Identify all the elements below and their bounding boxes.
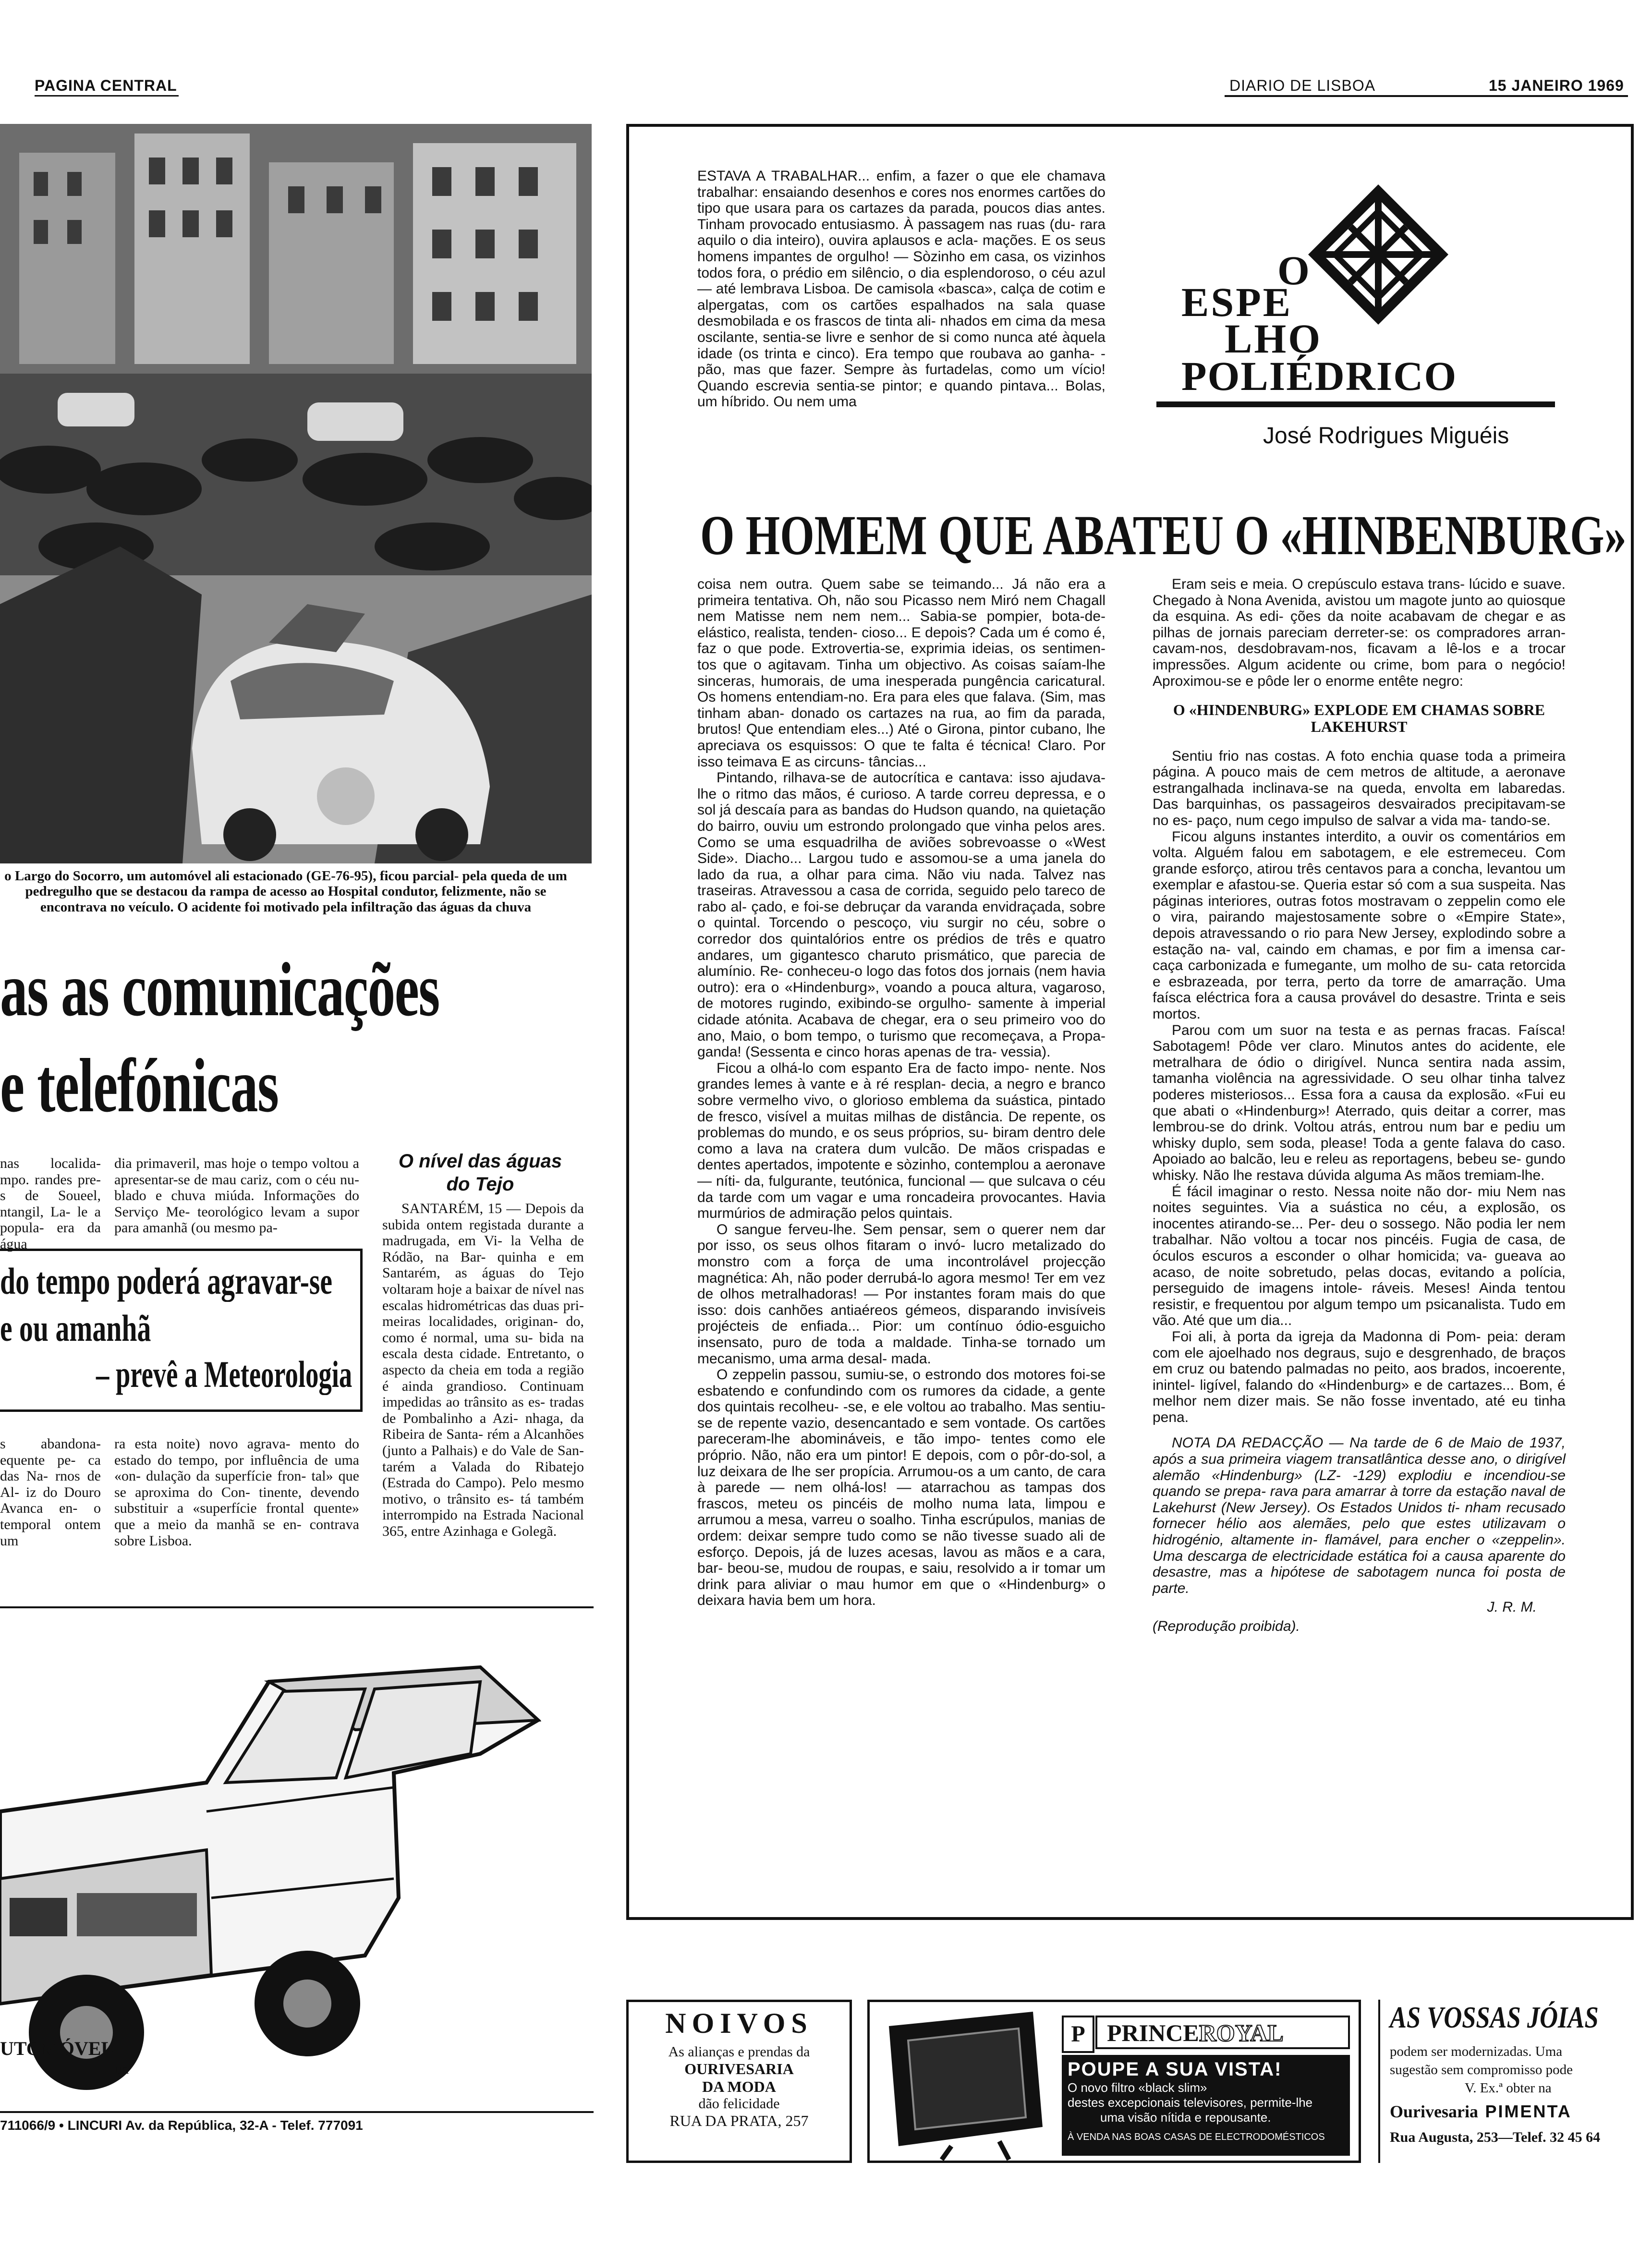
header-rule xyxy=(1225,95,1628,97)
author-name: José Rodrigues Miguéis xyxy=(1263,423,1509,449)
col1-paragraph: O zeppelin passou, sumiu-se, o estrondo dos motores foi-se esbatendo e confundindo com os rumores da cidade, a gente dos quintais recolheu- -se, e ele voltou ao trabalho. Mas sentiu-se de repente vazio, desencantado e sem vontade. Os cartões pareceram-lhe abomináveis, e tão impo- tentes como ele próprio. Não, não era um pintor! E depois, com o pôr-do-sol, a luz deixara de lhe ser propícia. Arrumou-os a um canto, de cara à parede — nem olhá-los! — atarrachou as tampas dos frascos, meteu os pincéis de molho numa lata, limpou e arrumou a mesa, varreu o soalho. Tinha escrúpulos, manias de ordem: deixar sempre tudo como se não tivesse suado ali de esforço. Depois, já de luzes acesas, lavou as mãos e a cara, bar- beou-se, mudou de roupas, e saiu, resolvido a ir tomar um drink para aliviar o mau humor em que o «Hindenburg» o deixara havia bem um hora. xyxy=(697,1367,1105,1609)
ad-noivos-line: DA MODA xyxy=(702,2078,776,2095)
ad-noivos-line: As alianças e prendas da xyxy=(668,2044,810,2060)
prince-footer: À VENDA NAS BOAS CASAS DE ELECTRODOMÉSTICOS xyxy=(1068,2132,1325,2142)
ad-joias-title: AS VOSSAS JÓIAS xyxy=(1390,2000,1599,2034)
signature: J. R. M. xyxy=(1487,1599,1537,1615)
feature-column-2 xyxy=(1153,576,1566,1635)
prince-logo-box xyxy=(1062,2016,1094,2053)
ad-noivos-line: dão felicidade xyxy=(698,2096,780,2112)
station-wagon-illustration xyxy=(0,1610,594,2109)
ad-noivos xyxy=(626,2000,852,2163)
weather-headline-box xyxy=(0,1249,363,1412)
car-ad xyxy=(0,1610,594,2109)
newspaper-name: DIARIO DE LISBOA xyxy=(1229,77,1376,94)
masthead-poliedrico: POLIÉDRICO xyxy=(1181,353,1458,399)
box-headline-line1: do tempo poderá agravar-se xyxy=(0,1260,332,1302)
section-label: PAGINA CENTRAL xyxy=(35,77,177,94)
car-ad-extra: ua xyxy=(115,2061,129,2077)
prince-text: O novo filtro «black slim» xyxy=(1068,2080,1207,2095)
weather-text-a: nas localida- mpo. randes pre- s de Soueel, ntangil, La- le a popula- era da água xyxy=(0,1155,101,1252)
col1-paragraph: coisa nem outra. Quem sabe se teimando... Já não era a primeira tentativa. Oh, não sou Picasso nem Miró nem Chagall nem Matisse nem nem nem... Sabia-se pompier, bota-de-elástico, realista, tenden- cioso... E depois? Cada um é como é, faz o que pode. Extrovertia-se, exprimia ideias, os sentimen- tos que o agitavam. Tinha um objectivo. As coisas saíam-lhe sinceras, humorais, de uma inesperada pungência caricatural. Os homens entendiam-no. Era para eles que falava. (Sim, mas tinham aban- donado os cartazes na rua, ao fim da parada, brutos! Que entendiam eles...) Até o Girona, pintor cubano, lhe apreciava os esquissos: O que te falta é técnica! Claro. Por isso teimava E as circuns- tâncias... xyxy=(697,576,1105,770)
feature-intro: ESTAVA A TRABALHAR... enfim, a fazer o que ele chamava trabalhar: ensaiando desenhos e cores nos enormes cartões do tipo que usara para os cartazes da parada, poucos dias antes. Tinham provocado entusiasmo. À passagem nas ruas (du- rara aquilo o dia inteiro), ouvira aplausos e acla- mações. E os seus homens impantes de orgulho! — Sòzinho em casa, os vizinhos todos fora, o prédio em silêncio, o dia esplendoroso, o céu azul — até lembrava Lisboa. De camisola «basca», calça de cotim e alpergatas, com os cartões espalhados na sala quase desmobilada e os frascos de tinta ali- nhados em cima da mesa oscilante, sentia-se livre e senhor de si como nunca até àquela idade (os trinta e cinco). Era tempo que roubava ao ganha- -pão, mas que fazer. Sempre às furtadelas, como um vício! Quando escrevia sentia-se pintor; e quando pintava... Bolas, um híbrido. Ou nem uma xyxy=(697,168,1105,410)
col2-paragraph: Ficou alguns instantes interdito, a ouvir os comentários em volta. Alguém falou em sabotagem, e ele estremeceu. Com grande esforço, atirou três centavos para a concha, levantou um exemplar e afastou-se. Queria estar só com a sua suspeita. Nas páginas interiores, outras fotos mostravam o zeppelin como ele o vira, pairando majestosamente sobre o «Empire State», depois atravessando o rio para New Jersey, explodindo sobre a estação na- val, caindo em chamas, e por fim a imensa car- caça carbonizada e fumegante, um molho de su- cata retorcida e esbrazeada, por terra, perto da torre de amarração. Uma faísca eléctrica fora a causa provável do desastre. Trinta e seis mortos. xyxy=(1153,828,1566,1022)
car-ad-top-rule xyxy=(0,1606,594,1608)
prince-brand-name-outline: ROYAL xyxy=(1199,2019,1284,2046)
col1-paragraph: Ficou a olhá-lo com espanto Era de facto impo- nente. Nos grandes lemes à vante e à ré resplan- decia, a negro e branco sobre vermelho vivo, o glorioso emblema da suástica, pintado de fresco, visível a muitas milhas de distância. De repente, os problemas do mundo, e os seus próprios, su- biram dentro dele como a lava na cratera dum vulcão. De mãos crispadas e dentes apertados, impotente e sòzinho, contemplou a aeronave — níti- da, fulgurante, teutónica, funcional — que sulcava o céu da tarde com um vagar e uma roncadeira provocantes. Havia murmúrios de admiração pelos quintais. xyxy=(697,1060,1105,1222)
editor-note: NOTA DA REDACÇÃO — Na tarde de 6 de Maio de 1937, após a sua primeira viagem transatlântica desse ano, o dirigível alemão «Hindenburg» (LZ- -129) explodiu e incendiou-se quando se prepa- rava para amarrar à torre da estação naval de Lakehurst (New Jersey). Os Estados Unidos ti- nham recusado fornecer hélio aos alemães, pelo que estes utilizavam o hidrogénio, altamente in- flamável, para encher o «zeppelin». Uma descarga de electricidade estática foi a causa aparente do desastre, mas a hipótese de sabotagem nunca foi posta de parte. xyxy=(1153,1435,1566,1596)
tejo-text: SANTARÉM, 15 — Depois da subida ontem registada durante a madrugada, em Vi- la Velha de Ródão, na Bar- quinha e em Santarém, as águas do Tejo voltaram hoje a baixar de nível nas escalas hidrométricas das duas pri- meiras localidades, originan- do, como é normal, uma su- bida na escala desta cidade. Entretanto, o aspecto da cheia em toda a região é ainda grandioso. Continuam impedidas ao trânsito as es- tradas de Pombalinho a Azi- nhaga, da Ribeira de Santa- rém a Alcanhões (junto a Palhais) e do Vale de San- tarém a Valada do Ribatejo (Estrada do Campo). Pelo mesmo motivo, o trânsito es- tá também interrompido na Estrada Nacional 365, entre Azinhaga e Golegã. xyxy=(382,1201,584,1539)
feature-column-1 xyxy=(697,576,1105,1609)
masthead-logo xyxy=(1162,182,1566,403)
weather-text-c: s abandona- equente pe- ca das Na- rnos de Al- iz do Douro Avanca en- o temporal ontem um xyxy=(0,1436,101,1549)
header-underline-left xyxy=(35,95,179,97)
car-ad-brand: UTOMÓVEL xyxy=(0,2038,114,2059)
box-headline-line3: – prevê a Meteorologia xyxy=(96,1353,352,1395)
ad-joias-shop xyxy=(1390,2101,1572,2122)
ad-noivos-line: OURIVESARIA xyxy=(684,2060,794,2077)
ad-joias-shop-type: Ourivesaria xyxy=(1390,2102,1478,2121)
car-ad-footer: 711066/9 • LINCURI Av. da República, 32-A - Telef. 777091 xyxy=(0,2118,363,2133)
ad-joias-left-rule xyxy=(1378,2000,1380,2163)
left-headline-line1: as as comunicações xyxy=(0,947,439,1032)
col2-paragraph: Eram seis e meia. O crepúsculo estava trans- lúcido e suave. Chegado à Nona Avenida, avistou um magote junto ao quiosque da esquina. As edi- ções da noite acabavam de chegar e as pilhas de jornais pareciam derreter-se: os compradores arran- cavam-nos, desdobravam-nos, ficavam a lê-los e a trocar impressões. Algum acidente ou crime, bom para o negócio! Aproximou-se e pôde ler o enorme entête negro: xyxy=(1153,576,1566,689)
ad-noivos-title: NOIVOS xyxy=(665,2007,813,2039)
col2-paragraph: Parou com um suor na testa e as pernas fracas. Faísca! Sabotagem! Pôde ver claro. Minutos antes do acidente, ele metralhara de ódio o dirigível. Nunca sentira nada assim, tamanha violência na agressividade. O seu olhar tinha talvez poderes misteriosos... Essa fora a causa da explosão. «Fui eu que abati o «Hindenburg»! Aterrado, quis deitar a correr, mas lembrou-se do drink. Voltou atrás, entrou num bar e pediu um whisky duplo, sem soda, please! Toda a gente falava do caso. Apoiado ao balcão, leu e releu as reportagens, bebeu se- gundo whisky. Não lhe restava dúvida alguma As mãos tremiam-lhe. xyxy=(1153,1022,1566,1183)
masthead-rule xyxy=(1156,401,1555,407)
issue-date: 15 JANEIRO 1969 xyxy=(1489,77,1624,94)
car-ad-footer-rule xyxy=(0,2111,594,2113)
photo-caption: o Largo do Socorro, um automóvel ali estacionado (GE-76-95), ficou parcial- pela queda de um pedregulho que se destacou da rampa de acesso ao Hospital condutor, felizmente, não se encontrava no veículo. O acidente foi motivado pela infiltração das águas da chuva xyxy=(4,868,567,915)
masthead-espe: ESPE xyxy=(1181,279,1293,325)
prince-slogan-panel xyxy=(1062,2055,1350,2156)
col2-paragraph: Sentiu frio nas costas. A foto enchia quase toda a primeira página. A pouco mais de cem metros de altitude, a aeronave estrangalhada inclinava-se na queda, envolta em labaredas. Das barquinhas, os passageiros desvairados precipitavam-se no es- paço, num cego impulso de salvar a vida ma- tando-se. xyxy=(1153,748,1566,828)
reproduction-note: (Reprodução proibida). xyxy=(1153,1618,1300,1634)
col1-paragraph: Pintando, rilhava-se de autocrítica e cantava: isso ajudava-lhe o ritmo das mãos, é curioso. A tarde correu depressa, e o sol já descaía para as bandas do Hudson quando, na quietação do bairro, ouviu um estrondo prolongado que vinha pelos ares. Como se uma esquadrilha de aviões sobrevoasse o «West Side». Diacho... Largou tudo e assomou-se a uma janela do lado da rua, a olhar para cima. Não viu nada. Talvez nas traseiras. Atravessou a casa de corrida, seguido pelo tareco de rabo al- çado, e foi-se debruçar da varanda envidraçada, sobre o quintal. Torcendo o pescoço, viu surgir no céu, sobre o corredor dos quintalórios entre os prédios de três e quatro andares, um gigantesco charuto prismático, que parecia de alumínio. Re- conheceu-o logo das fotos dos jornais (nem havia outro): era o «Hindenburg», voando a pouca altura, vagaroso, de motores rugindo, exibindo-se orgulho- samente à imperial cidade atónita. Acabava de chegar, era o seu primeiro voo do ano, Maio, o bom tempo, o turismo que recomeçava, a Propa- ganda! (Sessenta e cinco horas apenas de tra- vessia). xyxy=(697,770,1105,1060)
prince-logo-letter: P xyxy=(1071,2021,1085,2047)
photo-illustration xyxy=(0,124,592,863)
ad-joias-address: Rua Augusta, 253—Telef. 32 45 64 xyxy=(1390,2129,1601,2145)
masthead-o: O xyxy=(1277,247,1310,293)
col1-paragraph: O sangue ferveu-lhe. Sem pensar, sem o querer nem dar por isso, os seus olhos fitaram o invó- lucro metalizado do monstro com a força de uma incontrolável projecção magnética: Ah, não poder derrubá-lo agora mesmo! Ter em vez de olhos metralhadoras! — Por instantes foram mais do que isso: dois canhões antiaéreos gémeos, disparando invisíveis projécteis de enfiada... Pior: um contínuo ódio-esguicho insensato, puro de toda a maldade. Tinha-se tornado um mecanismo, uma arma desal- mada. xyxy=(697,1221,1105,1367)
ad-joias xyxy=(1378,2000,1628,2163)
col2-paragraph: Foi ali, à porta da igreja da Madonna di Pom- peia: deram com ele ajoelhado nos degraus, sujo e desgrenhado, de braços em cruz ou batendo palmadas no peito, aos brados, incoerente, inintel- ligível, falando do «Hindenburg» e de cartazes... Bom, é melhor nem dizer mais. Se não fosse inventado, até eu tinha pena. xyxy=(1153,1328,1566,1425)
column-subhead: O «HINDENBURG» EXPLODE EM CHAMAS SOBRE LAKEHURST xyxy=(1173,701,1545,736)
tejo-title-1: O nível das águas xyxy=(398,1151,562,1172)
col2-paragraph: É fácil imaginar o resto. Nessa noite não dor- miu Nem nas noites seguintes. Via a suástica no céu, a explosão, os inocentes atirando-se... Per- deu o sossego. Não podia ler nem trabalhar. Não voltou a tocar nos pincéis. Fugia de casa, de óculos escuros a esconder o olhar homicida; va- gueava ao acaso, de noite sobretudo, pelas docas, evitando a polícia, perseguido de imagens intole- ráveis. Meses! Ainda tentou resistir, e frequentou por algum tempo um psicanalista. Tudo em vão. Até que um dia... xyxy=(1153,1183,1566,1329)
prince-slogan: POUPE A SUA VISTA! xyxy=(1068,2059,1282,2080)
prince-brand-name: PRINCE xyxy=(1107,2019,1199,2046)
main-headline: O HOMEM QUE ABATEU O «HINBENBURG» xyxy=(700,504,1627,567)
ad-noivos-line: RUA DA PRATA, 257 xyxy=(669,2112,809,2129)
polyhedron-icon xyxy=(1306,182,1450,327)
prince-brand-box xyxy=(1095,2016,1350,2049)
weather-text-b: dia primaveril, mas hoje o tempo voltou a apresentar-se de mau cariz, com o céu nu- blado e chuva miúda. Informações do Serviço Me- teorológico levam a supor para amanhã (ou mesmo pa- xyxy=(114,1155,359,1236)
ad-prince-royal xyxy=(867,2000,1361,2163)
ad-joias-line: podem ser modernizadas. Uma xyxy=(1390,2044,1563,2059)
television-icon xyxy=(879,2007,1052,2161)
tejo-title-2: do Tejo xyxy=(446,1174,514,1195)
ad-joias-line: V. Ex.ª obter na xyxy=(1465,2080,1552,2096)
ad-joias-line: sugestão sem compromisso pode xyxy=(1390,2062,1573,2077)
ad-joias-shop-name: PIMENTA xyxy=(1485,2101,1572,2121)
prince-text: uma visão nítida e repousante. xyxy=(1100,2110,1271,2125)
box-headline-line2: e ou amanhã xyxy=(0,1307,151,1349)
prince-text: destes excepcionais televisores, permite-lhe xyxy=(1068,2095,1313,2110)
news-photo xyxy=(0,124,592,863)
weather-text-d: ra esta noite) novo agrava- mento do estado do tempo, por influência de uma «on- dulação da superfície fron- tal» que se aproxima do Con- tinente, devendo substituir a «superfície frontal quente» que a meio da manhã se en- contrava sobre Lisboa. xyxy=(114,1436,359,1549)
left-headline-line2: e telefónicas xyxy=(0,1043,279,1128)
masthead-lho: LHO xyxy=(1225,316,1323,362)
